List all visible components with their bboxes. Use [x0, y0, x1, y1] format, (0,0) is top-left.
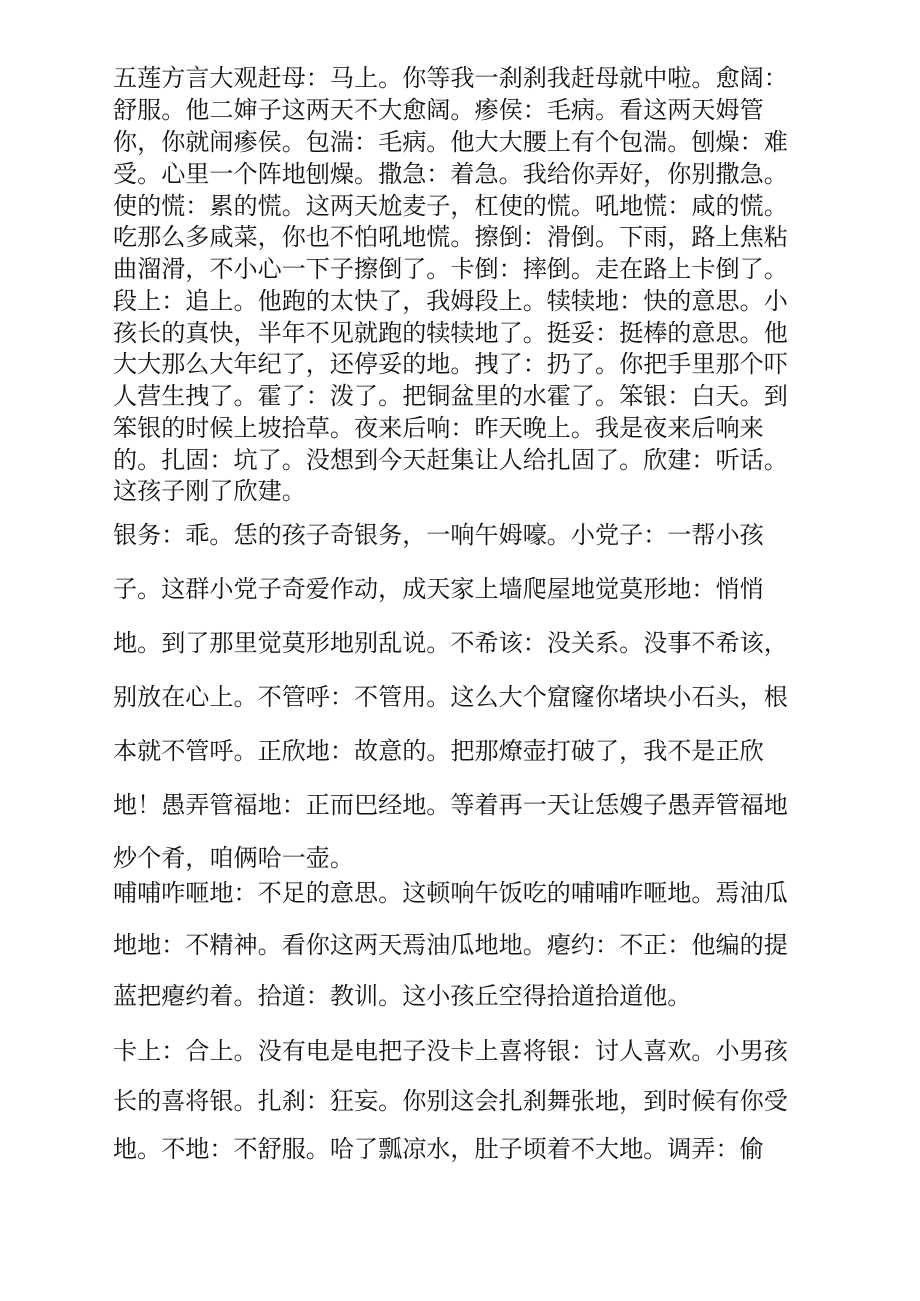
text-line: 哺哺咋咂地：不足的意思。这顿响午饭吃的哺哺咋咂地。焉油瓜: [113, 879, 788, 907]
text-line: 五莲方言大观赶母：马上。你等我一刹刹我赶母就中啦。愈阔：: [113, 64, 788, 92]
text-line: 炒个肴，咱俩哈一壶。: [113, 844, 354, 872]
text-line: 银务：乖。恁的孩子奇银务，一响午姆嚎。小党子：一帮小孩: [113, 521, 764, 549]
text-line: 卡上：合上。没有电是电把子没卡上喜将银：讨人喜欢。小男孩: [113, 1037, 788, 1065]
text-line: 地地：不精神。看你这两天焉油瓜地地。瘪约：不正：他编的提: [113, 931, 788, 959]
text-line: 受。心里一个阵地刨燥。撒急：着急。我给你弄好，你别撒急。: [113, 160, 788, 188]
text-line: 别放在心上。不管呼：不管用。这么大个窟窿你堵块小石头，根: [113, 683, 788, 711]
text-line: 地。到了那里觉莫形地别乱说。不希该：没关系。没事不希该，: [113, 629, 788, 657]
text-line: 舒服。他二婶子这两天不大愈阔。瘆侯：毛病。看这两天姆管: [113, 96, 764, 124]
text-line: 大大那么大年纪了，还停妥的地。拽了：扔了。你把手里那个吓: [113, 350, 788, 378]
text-line: 地！愚弄管福地：正而巴经地。等着再一天让恁嫂子愚弄管福地: [113, 791, 788, 819]
text-line: 笨银的时候上坡拾草。夜来后响：昨天晚上。我是夜来后响来: [113, 414, 764, 442]
text-line: 本就不管呼。正欣地：故意的。把那燎壶打破了，我不是正欣: [113, 737, 764, 765]
text-line: 孩长的真快，半年不见就跑的犊犊地了。挺妥：挺棒的意思。他: [113, 319, 788, 347]
text-line: 人营生拽了。霍了：泼了。把铜盆里的水霍了。笨银：白天。到: [113, 382, 788, 410]
text-line: 曲溜滑，不小心一下子擦倒了。卡倒：摔倒。走在路上卡倒了。: [113, 255, 788, 283]
text-line: 的。扎固：坑了。没想到今天赶集让人给扎固了。欣建：听话。: [113, 446, 788, 474]
text-line: 使的慌：累的慌。这两天尬麦子，杠使的慌。吼地慌：咸的慌。: [113, 192, 788, 220]
text-line: 地。不地：不舒服。哈了瓢凉水，肚子顷着不大地。调弄：偷: [113, 1135, 764, 1163]
text-line: 蓝把瘪约着。拾道：教训。这小孩丘空得拾道拾道他。: [113, 982, 692, 1010]
text-line: 你，你就闹瘆侯。包湍：毛病。他大大腰上有个包湍。刨燥：难: [113, 128, 788, 156]
text-line: 这孩子刚了欣建。: [113, 477, 306, 505]
text-line: 子。这群小党子奇爱作动，成天家上墙爬屋地觉莫形地：悄悄: [113, 575, 764, 603]
text-line: 吃那么多咸菜，你也不怕吼地慌。擦倒：滑倒。下雨，路上焦粘: [113, 223, 788, 251]
text-line: 段上：追上。他跑的太快了，我姆段上。犊犊地：快的意思。小: [113, 287, 788, 315]
text-line: 长的喜将银。扎刹：狂妄。你别这会扎刹舞张地，到时候有你受: [113, 1087, 788, 1115]
